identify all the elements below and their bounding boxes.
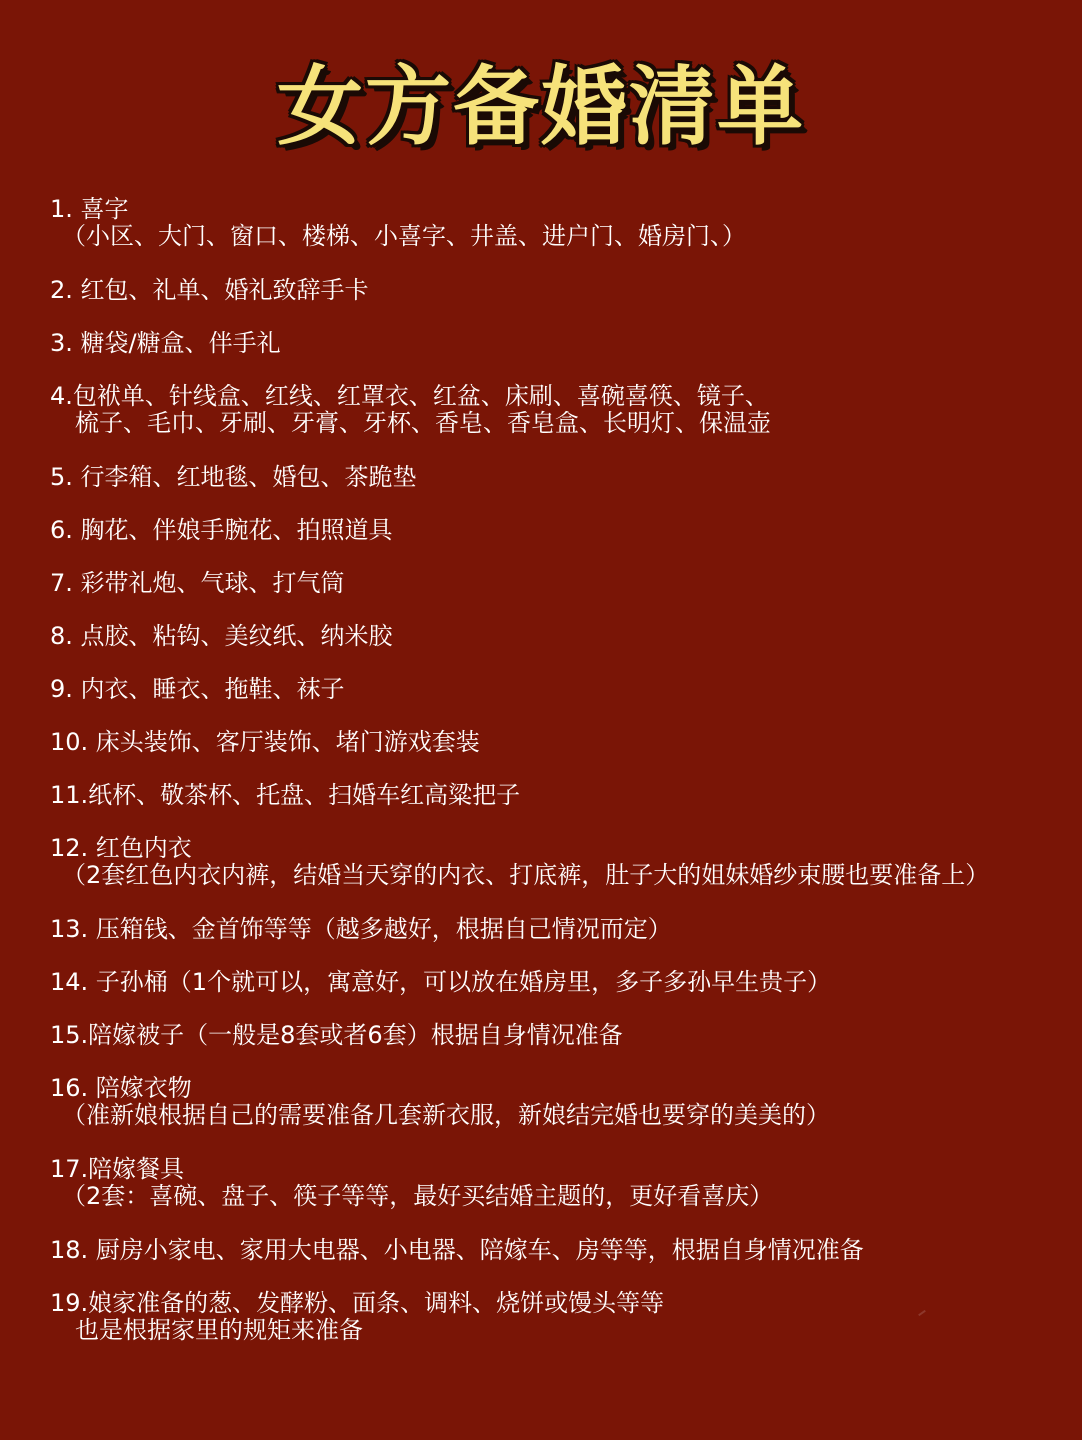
item-19-continuation: 也是根据家里的规矩来准备: [75, 1316, 363, 1344]
item-7-text: 7. 彩带礼炮、气球、打气筒: [50, 569, 345, 597]
item-3-text: 3. 糖袋/糖盒、伴手礼: [50, 329, 281, 357]
list-item-7: [50, 570, 1070, 597]
list-item-15: [50, 1022, 1070, 1049]
item-14-text: 14. 子孙桶（1个就可以，寓意好，可以放在婚房里，多子多孙早生贵子）: [50, 968, 832, 996]
item-16-note: （准新娘根据自己的需要准备几套新衣服，新娘结完婚也要穿的美美的）: [62, 1101, 830, 1129]
item-4-continuation: 梳子、毛巾、牙刷、牙膏、牙杯、香皂、香皂盒、长明灯、保温壶: [75, 409, 771, 437]
list-item-11: [50, 782, 1070, 809]
item-15-text: 15.陪嫁被子（一般是8套或者6套）根据自身情况准备: [50, 1021, 623, 1049]
item-17-text: 17.陪嫁餐具: [50, 1155, 185, 1183]
item-16-text: 16. 陪嫁衣物: [50, 1074, 192, 1102]
item-18-text: 18. 厨房小家电、家用大电器、小电器、陪嫁车、房等等，根据自身情况准备: [50, 1236, 864, 1264]
list-item-8: [50, 623, 1070, 650]
item-8-text: 8. 点胶、粘钩、美纹纸、纳米胶: [50, 622, 393, 650]
item-17-note: （2套：喜碗、盘子、筷子等等，最好买结婚主题的，更好看喜庆）: [62, 1182, 774, 1210]
page-title: 女方备婚清单: [277, 57, 805, 157]
item-6-text: 6. 胸花、伴娘手腕花、拍照道具: [50, 516, 393, 544]
list-item-9: [50, 676, 1070, 703]
list-item-5: [50, 464, 1070, 491]
item-11-text: 11.纸杯、敬茶杯、托盘、扫婚车红高粱把子: [50, 781, 521, 809]
item-12-text: 12. 红色内衣: [50, 834, 192, 862]
item-2-text: 2. 红包、礼单、婚礼致辞手卡: [50, 276, 369, 304]
list-item-4: [50, 383, 1070, 437]
checklist: [50, 196, 1070, 1344]
list-item-12: [50, 835, 1070, 889]
list-item-2: [50, 277, 1070, 304]
list-item-14: [50, 969, 1070, 996]
list-item-16: [50, 1075, 1070, 1129]
list-item-1: [50, 196, 1070, 250]
item-13-text: 13. 压箱钱、金首饰等等（越多越好，根据自己情况而定）: [50, 915, 672, 943]
list-item-19: [50, 1290, 1070, 1344]
item-1-text: 1. 喜字: [50, 195, 129, 223]
item-10-text: 10. 床头装饰、客厅装饰、堵门游戏套装: [50, 728, 480, 756]
item-5-text: 5. 行李箱、红地毯、婚包、茶跪垫: [50, 463, 417, 491]
list-item-13: [50, 916, 1070, 943]
list-item-3: [50, 330, 1070, 357]
list-item-10: [50, 729, 1070, 756]
item-9-text: 9. 内衣、睡衣、拖鞋、袜子: [50, 675, 345, 703]
list-item-17: [50, 1156, 1070, 1210]
list-item-18: [50, 1237, 1070, 1264]
item-1-note: （小区、大门、窗口、楼梯、小喜字、井盖、进户门、婚房门、）: [62, 222, 746, 250]
item-19-text: 19.娘家准备的葱、发酵粉、面条、调料、烧饼或馒头等等: [50, 1289, 665, 1317]
item-4-text: 4.包袱单、针线盒、红线、红罩衣、红盆、床刷、喜碗喜筷、镜子、: [50, 382, 769, 410]
list-item-6: [50, 517, 1070, 544]
item-12-note: （2套红色内衣内裤，结婚当天穿的内衣、打底裤，肚子大的姐妹婚纱束腰也要准备上）: [62, 861, 990, 889]
